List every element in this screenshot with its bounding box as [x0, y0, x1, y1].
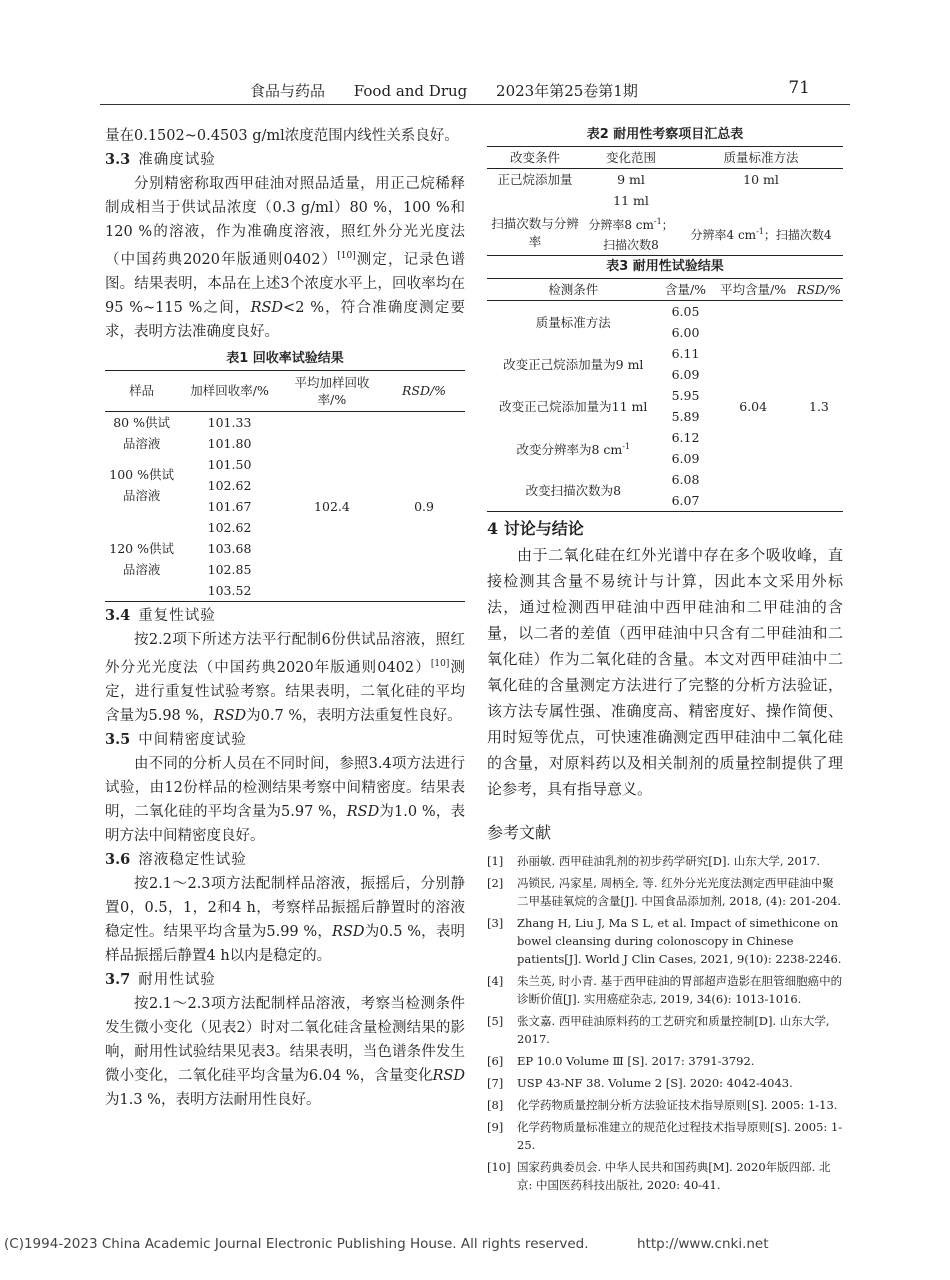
table-cell	[795, 279, 843, 301]
text-span: 重复性试验	[138, 607, 216, 624]
table-cell: 样品	[129, 383, 155, 399]
section-heading-3-3	[105, 148, 465, 172]
text-span: 分辨率8 cm	[588, 217, 654, 232]
text-span: -1	[653, 216, 662, 226]
table-cell: 含量/%	[664, 282, 707, 297]
section-heading-4: 4 讨论与结论	[487, 519, 584, 538]
table2-caption: 表2 耐用性考察项目汇总表	[586, 127, 744, 142]
reference-text: 化学药物质量控制分析方法验证技术指导原则[S]. 2005: 1-13.	[517, 1098, 838, 1112]
table-cell: 101.67	[207, 498, 252, 514]
table-row	[487, 279, 843, 301]
reference-number: [2]	[487, 876, 504, 890]
table-cell: 103.68	[207, 540, 252, 556]
table-cell: 9 ml	[617, 172, 645, 187]
reference-number: [6]	[487, 1054, 504, 1068]
table-cell: 101.50	[207, 456, 252, 472]
reference-number: [1]	[487, 854, 504, 868]
table-cell: 101.80	[207, 435, 252, 451]
text-span: 分辨率4 cm	[690, 227, 757, 242]
running-header	[100, 76, 850, 105]
text-span: 3.3	[105, 151, 131, 168]
cnki-link[interactable]: http://www.cnki.net	[637, 1236, 769, 1252]
table-row	[105, 411, 465, 433]
table-cell: 10 ml	[743, 172, 779, 187]
text-span: -1	[622, 441, 631, 451]
reference-item	[487, 1074, 843, 1092]
reference-text: 化学药物质量标准建立的规范化过程技术指导原则[S]. 2005: 1-25.	[517, 1120, 843, 1152]
text-span: 为1.0 %，表明方法中间精密度良好。	[105, 803, 465, 844]
text-span: RSD	[250, 299, 284, 316]
reference-number: [7]	[487, 1076, 504, 1090]
table-cell: 6.08	[671, 472, 700, 487]
text-span: [10]	[430, 658, 450, 669]
table-cell: 102.4	[314, 498, 350, 514]
reference-number: [3]	[487, 916, 504, 930]
table-cell: 平均含量/%	[720, 282, 787, 297]
reference-item	[487, 1118, 843, 1154]
reference-text: 冯锁民, 冯家星, 周柄全, 等. 红外分光光度法测定西甲硅油中聚二甲基硅氧烷的含量[J]. 中国食品添加剂, 2018, (4): 201-204.	[517, 876, 842, 908]
table-row	[487, 301, 843, 323]
table-cell: 0.9	[414, 498, 434, 514]
text-span: -1	[756, 226, 764, 236]
text-span: RSD	[332, 923, 365, 940]
reference-number: [8]	[487, 1098, 504, 1112]
text-span: 分别精密称取西甲硅油对照品适量，用正己烷稀释制成相当于供试品浓度（0.3 g/ml）80 %，100 %和120 %的溶液，作为准确度溶液，照红外分光光度法（中国药典2020年版通则0402）	[105, 176, 465, 268]
table-cell: 102.85	[207, 561, 252, 577]
journal-en: Food and Drug	[353, 82, 468, 100]
references-list	[487, 852, 843, 1194]
table-header-row	[105, 370, 465, 411]
text-span: 扫描次数8	[603, 237, 659, 252]
paragraph	[105, 628, 465, 728]
table-row	[487, 211, 843, 256]
table-cell	[679, 190, 843, 211]
text-span: 中间精密度试验	[138, 731, 247, 748]
text-span: 按2.1～2.3项方法配制样品溶液，考察当检测条件发生微小变化（见表2）时对二氧化硅含量检测结果的影响，耐用性试验结果见表3。结果表明，当色谱条件发生微小变化，二氧化硅平均含量为6.04 %，含量变化	[105, 995, 465, 1084]
paragraph	[105, 872, 465, 968]
reference-text: 张文嘉. 西甲硅油原料药的工艺研究和质量控制[D]. 山东大学, 2017.	[517, 1014, 830, 1046]
table-cell: 6.12	[671, 430, 700, 445]
text-span: 测定，进行重复性试验考察。结果表明，二氧化硅的平均含量为5.98 %，	[105, 659, 465, 724]
text-span: 溶液稳定性试验	[138, 851, 247, 868]
text-span: 改变分辨率为8 cm	[516, 442, 623, 458]
table-cell: 平均加样回收率/%	[294, 374, 370, 407]
table-cell: 正己烷添加量	[497, 172, 573, 187]
table-cell	[487, 190, 583, 211]
section-heading-3-6	[105, 848, 465, 872]
table-cell: 质量标准方法	[535, 314, 611, 330]
paragraph	[105, 752, 465, 848]
table-cell: 6.05	[671, 304, 700, 319]
table-cell: 120 %供试品溶液	[109, 540, 174, 577]
reference-number: [4]	[487, 974, 504, 988]
text-span: 3.7	[105, 970, 131, 988]
table1-caption: 表1 回收率试验结果	[226, 350, 344, 366]
text-span: RSD	[432, 1067, 465, 1084]
text-span: RSD/%	[401, 383, 447, 399]
reference-number: [9]	[487, 1120, 504, 1134]
text-span: 为0.5 %，表明样品振摇后静置4 h以内是稳定的。	[105, 923, 465, 964]
table-cell: 1.3	[809, 398, 829, 414]
table-cell: 102.62	[207, 477, 252, 493]
reference-text: 朱兰英, 时小青. 基于西甲硅油的胃部超声造影在胆管细胞癌中的诊断价值[J]. 实用癌症杂志, 2019, 34(6): 1013-1016.	[517, 974, 843, 1006]
table-cell: 80 %供试品溶液	[113, 414, 170, 451]
text-span: [10]	[337, 251, 356, 261]
table-cell	[383, 370, 465, 411]
table-cell: 扫描次数与分辨率	[491, 216, 579, 249]
table-cell: 11 ml	[613, 193, 649, 208]
reference-item	[487, 874, 843, 910]
table-cell: 100 %供试品溶液	[109, 467, 174, 504]
table-cell: 改变扫描次数为8	[525, 482, 622, 498]
table-cell: 101.33	[207, 414, 252, 430]
table1	[105, 370, 465, 602]
table-cell: 102.62	[207, 519, 252, 535]
table-cell: 6.09	[671, 451, 700, 466]
reference-item	[487, 852, 843, 870]
text-span: 为1.3 %，表明方法耐用性良好。	[105, 1091, 321, 1108]
reference-text: USP 43-NF 38. Volume 2 [S]. 2020: 4042-4043.	[517, 1076, 793, 1090]
reference-item	[487, 914, 843, 968]
reference-text: 孙丽敏. 西甲硅油乳剂的初步药学研究[D]. 山东大学, 2017.	[517, 854, 821, 868]
table3	[487, 278, 843, 512]
text-span: 3.6	[105, 850, 131, 868]
reference-text: Zhang H, Liu J, Ma S L, et al. Impact of simethicone on bowel cleansing during colonoscopy in Chinese patients[J]. World J Clin Cases, 2021, 9(10): 2238-2246.	[517, 916, 842, 966]
reference-item	[487, 1052, 843, 1070]
text-span: ；扫描次数4	[763, 227, 832, 242]
paragraph: 由于二氧化硅在红外光谱中存在多个吸收峰，直接检测其含量不易统计与计算，因此本文采用外标法，通过检测西甲硅油中西甲硅油和二甲硅油的含量，以二者的差值（西甲硅油中只含有二甲硅油和二氧化硅）作为二氧化硅的含量。本文对西甲硅油中二氧化硅的含量测定方法进行了完整的分析方法验证，该方法专属性强、准确度高、精密度好、操作简便、用时短等优点，可快速准确测定西甲硅油中二氧化硅的含量，对原料药以及相关制剂的质量控制提供了理论参考，具有指导意义。	[487, 546, 843, 798]
table-row	[487, 147, 843, 169]
journal-cn: 食品与药品	[250, 82, 326, 100]
table-cell: 6.00	[671, 325, 700, 340]
text-span: RSD	[346, 803, 380, 820]
text-span: 由不同的分析人员在不同时间，参照3.4项方法进行试验，由12份样品的检测结果考察中间精密度。结果表明，二氧化硅的平均含量为5.97 %，	[105, 755, 465, 820]
table-cell: 质量标准方法	[723, 150, 799, 165]
text-span: 3.5	[105, 730, 131, 748]
table-cell: 5.95	[671, 388, 700, 403]
right-column	[487, 124, 843, 1198]
table-cell: 6.11	[671, 346, 700, 361]
table-cell: 改变正己烷添加量为9 ml	[503, 356, 644, 372]
paragraph	[105, 992, 465, 1112]
table-row	[487, 169, 843, 191]
table2	[487, 146, 843, 256]
table-cell	[583, 211, 679, 256]
text-span: 准确度试验	[138, 152, 216, 168]
text-span: 耐用性试验	[138, 971, 216, 988]
text-span: 为0.7 %，表明方法重复性良好。	[246, 707, 462, 724]
reference-text: 国家药典委员会. 中华人民共和国药典[M]. 2020年版四部. 北京: 中国医药科技出版社, 2020: 40-41.	[517, 1160, 831, 1192]
paragraph	[105, 172, 465, 344]
text-span: ；	[661, 217, 674, 232]
section-heading-3-5	[105, 728, 465, 752]
text-span: RSD/%	[796, 282, 841, 297]
reference-number: [10]	[487, 1160, 511, 1174]
reference-number: [5]	[487, 1014, 504, 1028]
text-span: 按2.1～2.3项方法配制样品溶液，振摇后，分别静置0，0.5，1，2和4 h，考察样品振摇后静置时的溶液稳定性。结果平均含量为5.99 %，	[105, 875, 465, 940]
section-heading-3-7	[105, 968, 465, 992]
left-column	[105, 124, 465, 1112]
paragraph: 量在0.1502~0.4503 g/ml浓度范围内线性关系良好。	[105, 128, 459, 144]
table-cell: 103.52	[207, 582, 252, 598]
table-cell: 改变条件	[509, 150, 560, 165]
table3-caption: 表3 耐用性试验结果	[606, 259, 724, 274]
text-span: 测定，记录色谱图。结果表明，本品在上述3个浓度水平上，回收率均在95 %~115 %之间，	[105, 251, 465, 316]
table-cell	[487, 427, 660, 469]
table-cell: 6.09	[671, 367, 700, 382]
table-cell: 6.07	[671, 493, 700, 508]
text-span: RSD	[213, 707, 247, 724]
reference-item	[487, 1158, 843, 1194]
copyright-text: (C)1994-2023 China Academic Journal Electronic Publishing House. All rights reserved.	[4, 1236, 589, 1252]
reference-item	[487, 1012, 843, 1048]
page-number: 71	[788, 78, 810, 98]
text-span: 按2.2项下所述方法平行配制6份供试品溶液，照红外分光光度法（中国药典2020年版通则0402）	[105, 631, 465, 676]
section-heading-3-4	[105, 604, 465, 628]
text-span: 3.4	[105, 606, 131, 624]
table-cell: 检测条件	[548, 282, 599, 297]
issue: 2023年第25卷第1期	[496, 82, 638, 100]
reference-item	[487, 972, 843, 1008]
table-cell	[679, 211, 843, 256]
reference-text: EP 10.0 Volume Ⅲ [S]. 2017: 3791-3792.	[517, 1054, 755, 1068]
reference-item	[487, 1096, 843, 1114]
table-cell: 5.89	[671, 409, 700, 424]
table-cell: 6.04	[739, 398, 768, 414]
table-cell: 加样回收率/%	[190, 383, 269, 399]
table-cell: 改变正己烷添加量为11 ml	[499, 398, 648, 414]
text-span: <2 %，符合准确度测定要求，表明方法准确度良好。	[105, 299, 465, 340]
table-row	[487, 190, 843, 211]
table-cell: 变化范围	[605, 150, 656, 165]
references-heading: 参考文献	[487, 823, 552, 842]
